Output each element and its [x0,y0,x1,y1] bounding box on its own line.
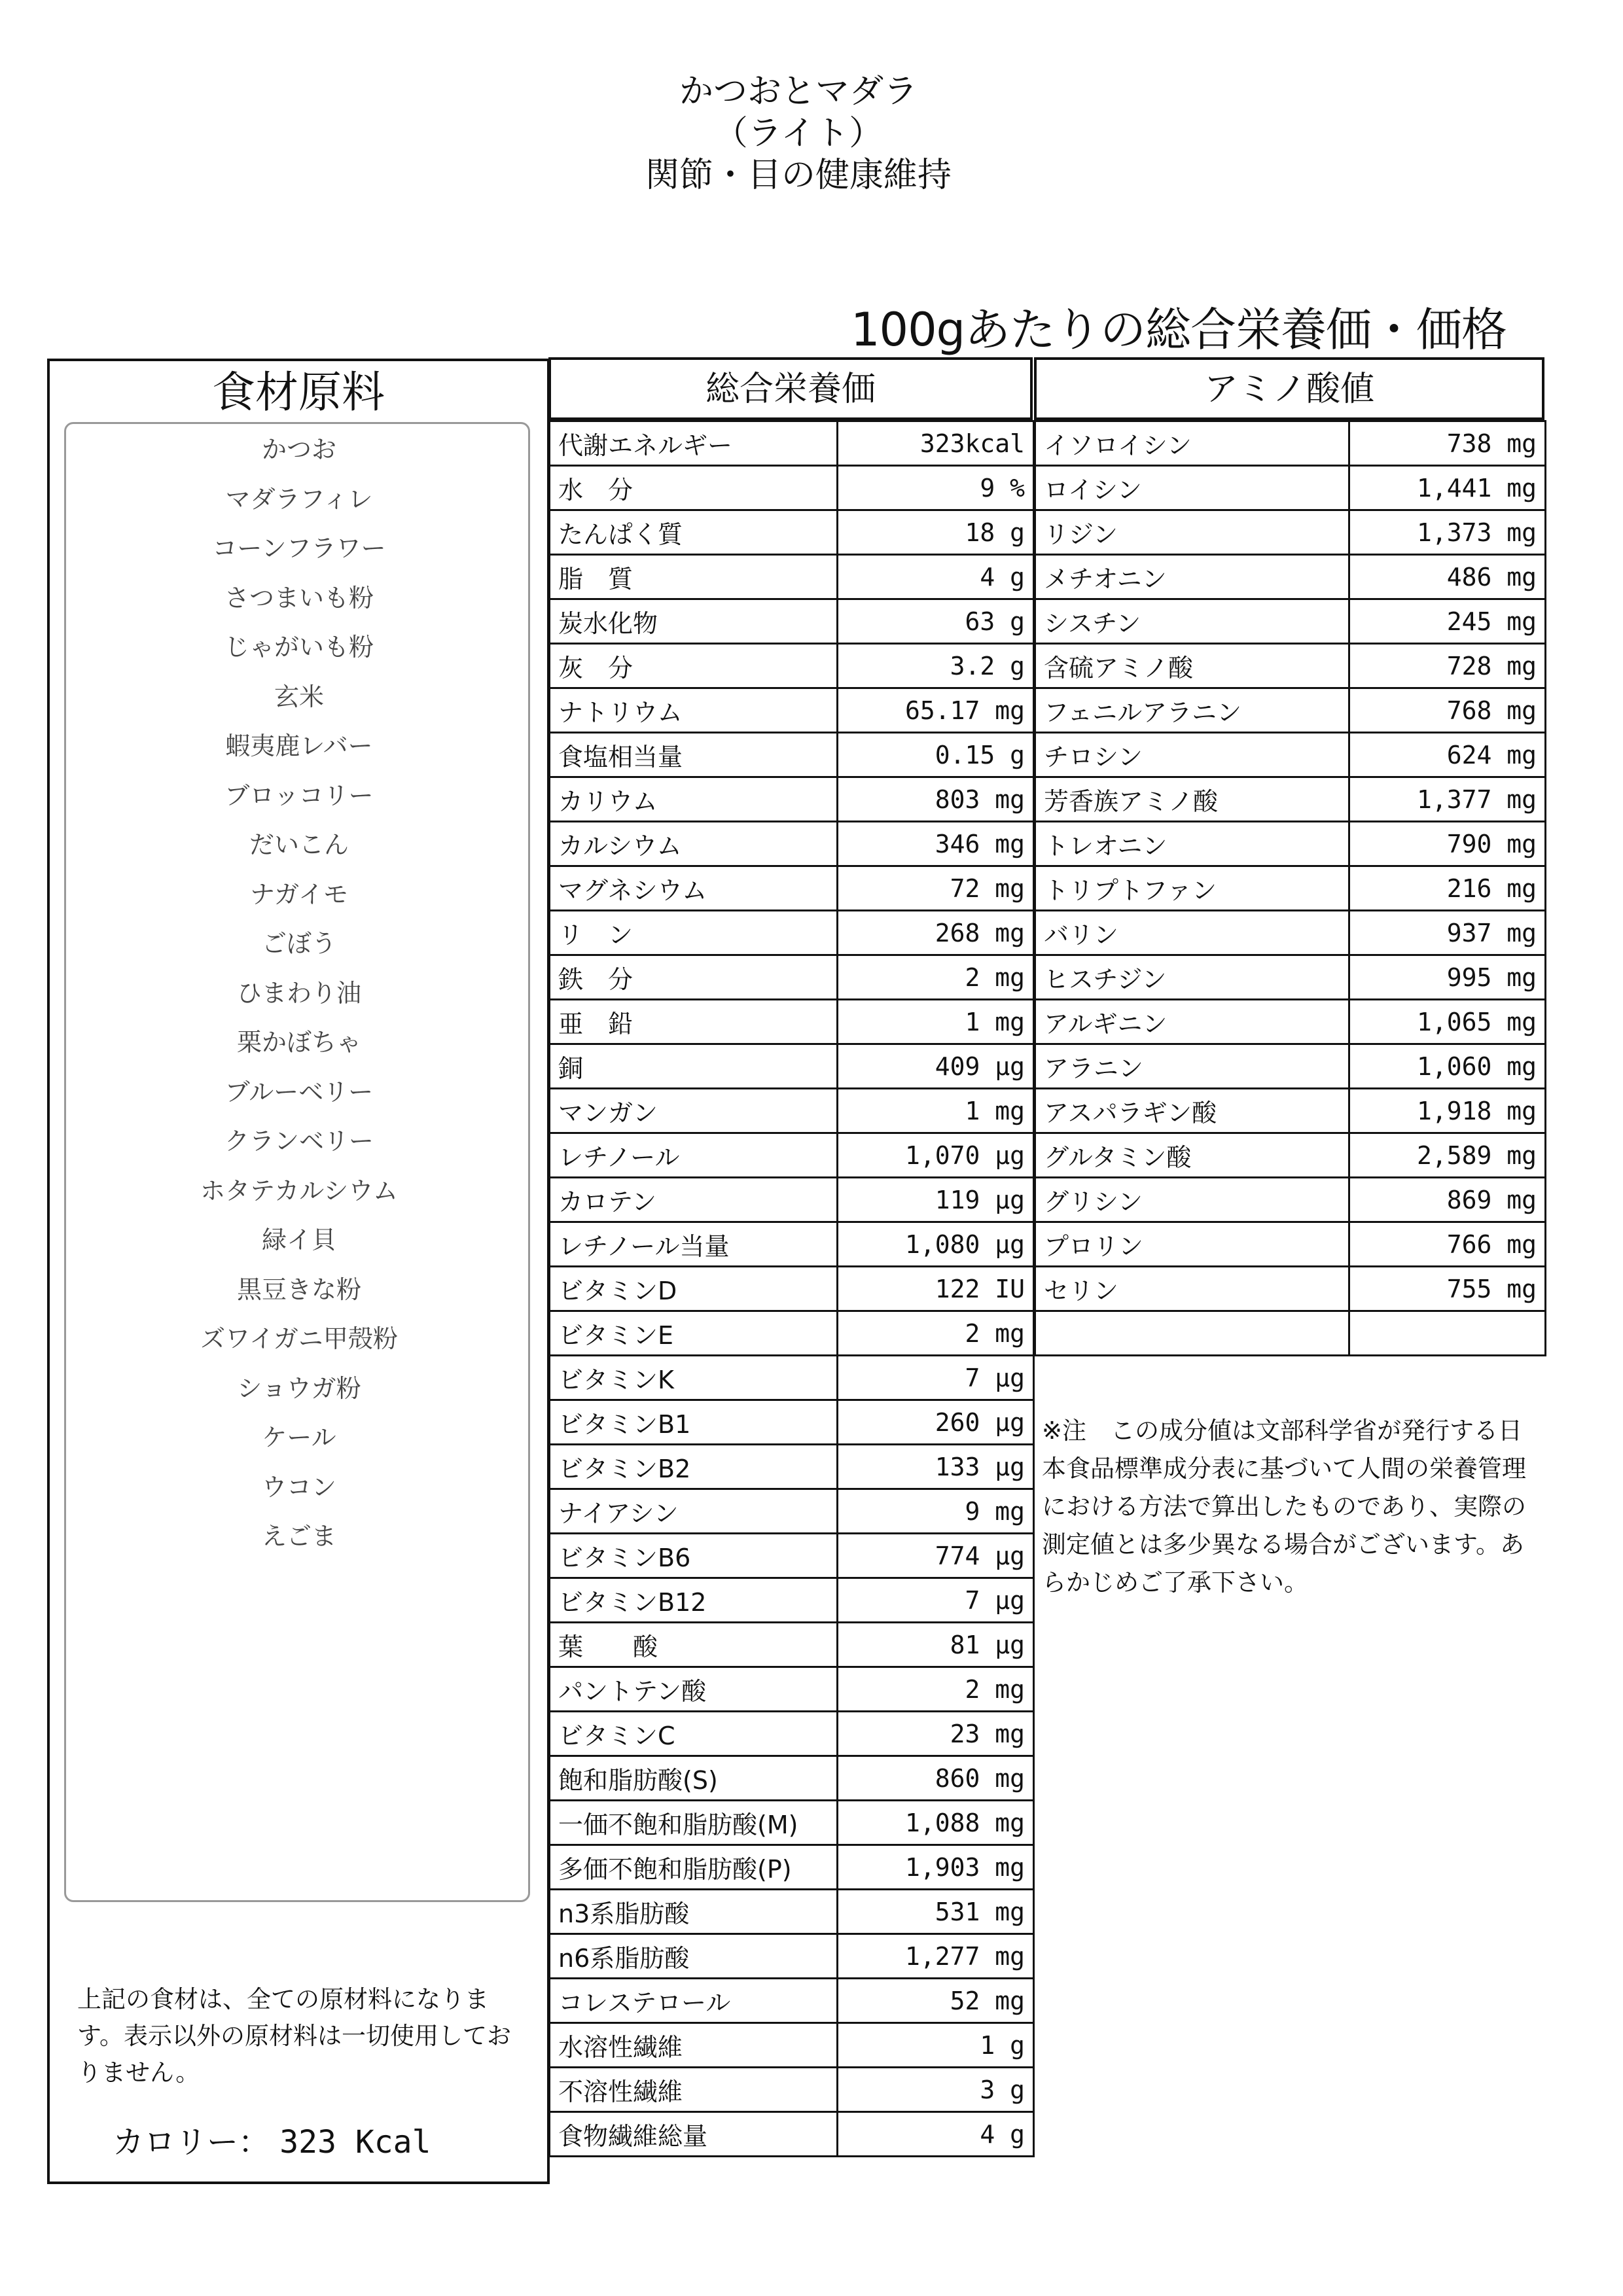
nutrition-value: 531 mg [838,1890,1034,1934]
ingredient-item: じゃがいも粉 [224,633,374,662]
amino-name: シスチン [1035,599,1349,644]
nutrition-row [550,1801,1034,1845]
nutrition-row [550,510,1034,555]
nutrition-name: 灰 分 [550,644,838,688]
amino-name: イソロイシン [1035,421,1349,466]
nutrition-name: 多価不飽和脂肪酸(P) [550,1845,838,1890]
nutrition-row [550,1712,1034,1756]
nutrition-row [550,866,1034,911]
ingredient-item: だいこん [249,830,349,859]
nutrition-value: 2 mg [838,955,1034,1000]
nutrition-name: 代謝エネルギー [550,421,838,466]
amino-name: アルギニン [1035,1000,1349,1044]
nutrition-name: 飽和脂肪酸(S) [550,1756,838,1801]
nutrition-value: 81 μg [838,1623,1034,1667]
amino-name: ロイシン [1035,466,1349,510]
amino-row [1035,733,1546,777]
nutrition-header: 総合栄養価 [705,370,876,409]
nutrition-value: 1,080 μg [838,1222,1034,1267]
nutrition-name: 葉 酸 [550,1623,838,1667]
nutrition-value: 63 g [838,599,1034,644]
nutrition-row [550,421,1034,466]
amino-row [1035,1000,1546,1044]
nutrition-row [550,1756,1034,1801]
nutrition-row [550,1979,1034,2023]
nutrition-name: 銅 [550,1044,838,1089]
nutrition-value: 122 IU [838,1267,1034,1311]
nutrition-value: 1,088 mg [838,1801,1034,1845]
nutrition-name: ビタミンB2 [550,1445,838,1489]
nutrition-value: 65.17 mg [838,688,1034,733]
ingredient-item: ごぼう [261,929,336,958]
nutrition-row [550,1000,1034,1044]
nutrition-name: 不溶性繊維 [550,2068,838,2112]
nutrition-name: 水溶性繊維 [550,2023,838,2068]
nutrition-row [550,777,1034,822]
amino-row [1035,777,1546,822]
nutrition-name: n3系脂肪酸 [550,1890,838,1934]
nutrition-row [550,2068,1034,2112]
nutrition-row [550,1623,1034,1667]
amino-name: ヒスチジン [1035,955,1349,1000]
nutrition-value: 1,070 μg [838,1133,1034,1178]
amino-table [1034,420,1546,1356]
amino-header: アミノ酸値 [1204,370,1374,409]
nutrition-row [550,2112,1034,2157]
amino-value: 869 mg [1349,1178,1546,1222]
calorie-label: カロリー： [113,2124,270,2161]
nutrition-value: 72 mg [838,866,1034,911]
nutrition-value: 52 mg [838,1979,1034,2023]
amino-row [1035,1133,1546,1178]
amino-row [1035,466,1546,510]
amino-name: セリン [1035,1267,1349,1311]
ingredient-item: ショウガ粉 [237,1373,361,1403]
nutrition-value: 9 mg [838,1489,1034,1534]
nutrition-value: 774 μg [838,1534,1034,1578]
nutrition-row [550,1445,1034,1489]
nutrition-name: パントテン酸 [550,1667,838,1712]
title-line-2: （ライト） [713,114,883,153]
nutrition-row [550,1178,1034,1222]
nutrition-row [550,599,1034,644]
nutrition-row [550,1890,1034,1934]
ingredient-item: ひまわり油 [236,978,361,1008]
nutrition-row [550,733,1034,777]
title-line-1: かつおとマダラ [679,72,918,111]
nutrition-name: ビタミンE [550,1311,838,1356]
ingredients-list [64,422,530,1902]
amino-name: チロシン [1035,733,1349,777]
ingredient-item: 玄米 [274,682,324,711]
amino-row [1035,955,1546,1000]
nutrition-name: ナトリウム [550,688,838,733]
nutrition-row [550,1578,1034,1623]
nutrition-name: レチノール [550,1133,838,1178]
amino-name: リジン [1035,510,1349,555]
nutrition-name: ビタミンB6 [550,1534,838,1578]
amino-name: メチオニン [1035,555,1349,599]
nutrition-name: ビタミンK [550,1356,838,1400]
ingredient-item: ブルーベリー [224,1077,374,1106]
amino-value: 1,060 mg [1349,1044,1546,1089]
amino-value: 1,373 mg [1349,510,1546,555]
amino-value: 937 mg [1349,911,1546,955]
nutrition-row [550,1400,1034,1445]
ingredient-item: 黒豆きな粉 [236,1275,361,1304]
amino-name: グルタミン酸 [1035,1133,1349,1178]
nutrition-value: 4 g [838,555,1034,599]
amino-row [1035,1089,1546,1133]
amino-name: バリン [1035,911,1349,955]
nutrition-value: 7 μg [838,1578,1034,1623]
amino-value: 2,589 mg [1349,1133,1546,1178]
nutrition-row [550,1356,1034,1400]
nutrition-value: 2 mg [838,1667,1034,1712]
nutrition-name: 一価不飽和脂肪酸(M) [550,1801,838,1845]
nutrition-name: 水 分 [550,466,838,510]
nutrition-name: マンガン [550,1089,838,1133]
nutrition-row [550,1311,1034,1356]
amino-value: 1,918 mg [1349,1089,1546,1133]
nutrition-value: 3 g [838,2068,1034,2112]
nutrition-value: 1 mg [838,1000,1034,1044]
nutrition-value: 119 μg [838,1178,1034,1222]
nutrition-row [550,466,1034,510]
amino-value: 1,377 mg [1349,777,1546,822]
nutrition-value: 3.2 g [838,644,1034,688]
nutrition-row [550,1222,1034,1267]
nutrition-value: 0.15 g [838,733,1034,777]
amino-value: 245 mg [1349,599,1546,644]
title-line-3: 関節・目の健康維持 [645,156,952,195]
nutrition-value: 1 g [838,2023,1034,2068]
nutrition-row [550,1044,1034,1089]
ingredient-item: 蝦夷鹿レバー [225,732,373,760]
nutrition-name: 脂 質 [550,555,838,599]
amino-value: 1,441 mg [1349,466,1546,510]
nutrition-name: カリウム [550,777,838,822]
ingredient-item: 緑イ貝 [261,1226,336,1254]
amino-row [1035,911,1546,955]
nutrition-value: 803 mg [838,777,1034,822]
nutrition-value: 323kcal [838,421,1034,466]
amino-row [1035,510,1546,555]
nutrition-name: カルシウム [550,822,838,866]
calorie-line [113,2117,431,2162]
nutrition-value: 2 mg [838,1311,1034,1356]
nutrition-value: 1,277 mg [838,1934,1034,1979]
amino-row [1035,555,1546,599]
amino-row [1035,866,1546,911]
nutrition-name: ナイアシン [550,1489,838,1534]
amino-row [1035,1222,1546,1267]
nutrition-value: 133 μg [838,1445,1034,1489]
nutrition-name: 食物繊維総量 [550,2112,838,2157]
ingredient-item: ナガイモ [249,879,349,909]
amino-value: 768 mg [1349,688,1546,733]
amino-note: ※注 この成分値は文部科学省が発行する日本食品標準成分表に基づいて人間の栄養管理における方法で算出したものであり、実際の測定値とは多少異なる場合がございます。あらかじめご了承下さい。 [1042,1417,1526,1597]
amino-name: グリシン [1035,1178,1349,1222]
nutrition-value: 4 g [838,2112,1034,2157]
nutrition-name: ビタミンD [550,1267,838,1311]
nutrition-name: たんぱく質 [550,510,838,555]
nutrition-value: 260 μg [838,1400,1034,1445]
nutrition-row [550,1133,1034,1178]
amino-value: 755 mg [1349,1267,1546,1311]
nutrition-row [550,822,1034,866]
ingredients-header: 食材原料 [212,367,385,417]
ingredient-item: コーンフラワー [212,534,386,563]
nutrition-value: 18 g [838,510,1034,555]
amino-name: トレオニン [1035,822,1349,866]
nutrition-name: 鉄 分 [550,955,838,1000]
calorie-value: 323 Kcal [279,2124,431,2161]
nutrition-value: 409 μg [838,1044,1034,1089]
ingredient-item: ブロッコリー [224,781,374,810]
nutrition-name: カロテン [550,1178,838,1222]
nutrition-name: ビタミンB1 [550,1400,838,1445]
nutrition-row [550,1534,1034,1578]
amino-row [1035,1178,1546,1222]
nutrition-row [550,644,1034,688]
nutrition-row [550,1267,1034,1311]
nutrition-name: マグネシウム [550,866,838,911]
nutrition-table [548,420,1035,2157]
ingredients-footnote: 上記の食材は、全ての原材料になります。表示以外の原材料は一切使用しておりません。 [77,1985,512,2087]
nutrition-name: コレステロール [550,1979,838,2023]
nutrition-row [550,1934,1034,1979]
nutrition-value: 1 mg [838,1089,1034,1133]
amino-name: 芳香族アミノ酸 [1035,777,1349,822]
nutrition-name: リ ン [550,911,838,955]
nutrition-value: 860 mg [838,1756,1034,1801]
ingredient-item: かつお [261,435,336,464]
nutrition-name: 亜 鉛 [550,1000,838,1044]
ingredient-item: 栗かぼちゃ [236,1028,361,1057]
ingredient-item: えごま [261,1522,336,1551]
nutrition-name: 食塩相当量 [550,733,838,777]
amino-row [1035,688,1546,733]
ingredient-item: ホタテカルシウム [200,1176,398,1205]
amino-value: 738 mg [1349,421,1546,466]
amino-row [1035,1267,1546,1311]
nutrition-value: 268 mg [838,911,1034,955]
nutrition-value: 9 % [838,466,1034,510]
amino-value: 766 mg [1349,1222,1546,1267]
amino-row [1035,421,1546,466]
amino-value: 1,065 mg [1349,1000,1546,1044]
nutrition-row [550,911,1034,955]
amino-name: フェニルアラニン [1035,688,1349,733]
amino-row [1035,644,1546,688]
amino-value: 216 mg [1349,866,1546,911]
amino-value: 624 mg [1349,733,1546,777]
ingredient-item: さつまいも粉 [224,583,374,612]
nutrition-value: 1,903 mg [838,1845,1034,1890]
nutrition-name: ビタミンC [550,1712,838,1756]
amino-value: 995 mg [1349,955,1546,1000]
amino-row [1035,822,1546,866]
nutrition-row [550,1845,1034,1890]
ingredient-item: ズワイガニ甲殻粉 [200,1324,398,1353]
amino-name [1035,1311,1349,1356]
nutrition-row [550,1089,1034,1133]
nutrition-value: 7 μg [838,1356,1034,1400]
nutrition-name: n6系脂肪酸 [550,1934,838,1979]
amino-value: 728 mg [1349,644,1546,688]
amino-row [1035,599,1546,644]
nutrition-row [550,955,1034,1000]
nutrition-name: ビタミンB12 [550,1578,838,1623]
amino-name: トリプトファン [1035,866,1349,911]
amino-row [1035,1311,1546,1356]
amino-name: プロリン [1035,1222,1349,1267]
nutrition-name: 炭水化物 [550,599,838,644]
amino-row [1035,1044,1546,1089]
nutrition-value: 23 mg [838,1712,1034,1756]
amino-name: アラニン [1035,1044,1349,1089]
nutrition-value: 346 mg [838,822,1034,866]
ingredient-item: ケール [262,1423,336,1452]
nutrition-row [550,555,1034,599]
product-title [0,71,1597,196]
ingredient-item: ウコン [261,1472,336,1502]
amino-name: 含硫アミノ酸 [1035,644,1349,688]
nutrition-row [550,1667,1034,1712]
amino-name: アスパラギン酸 [1035,1089,1349,1133]
section-subheading: 100gあたりの総合栄養価・価格 [851,303,1507,357]
nutrition-row [550,2023,1034,2068]
ingredient-item: マダラフィレ [225,484,373,514]
amino-value: 790 mg [1349,822,1546,866]
ingredient-item: クランベリー [224,1127,374,1156]
nutrition-row [550,1489,1034,1534]
nutrition-row [550,688,1034,733]
amino-value: 486 mg [1349,555,1546,599]
nutrition-name: レチノール当量 [550,1222,838,1267]
amino-value [1349,1311,1546,1356]
